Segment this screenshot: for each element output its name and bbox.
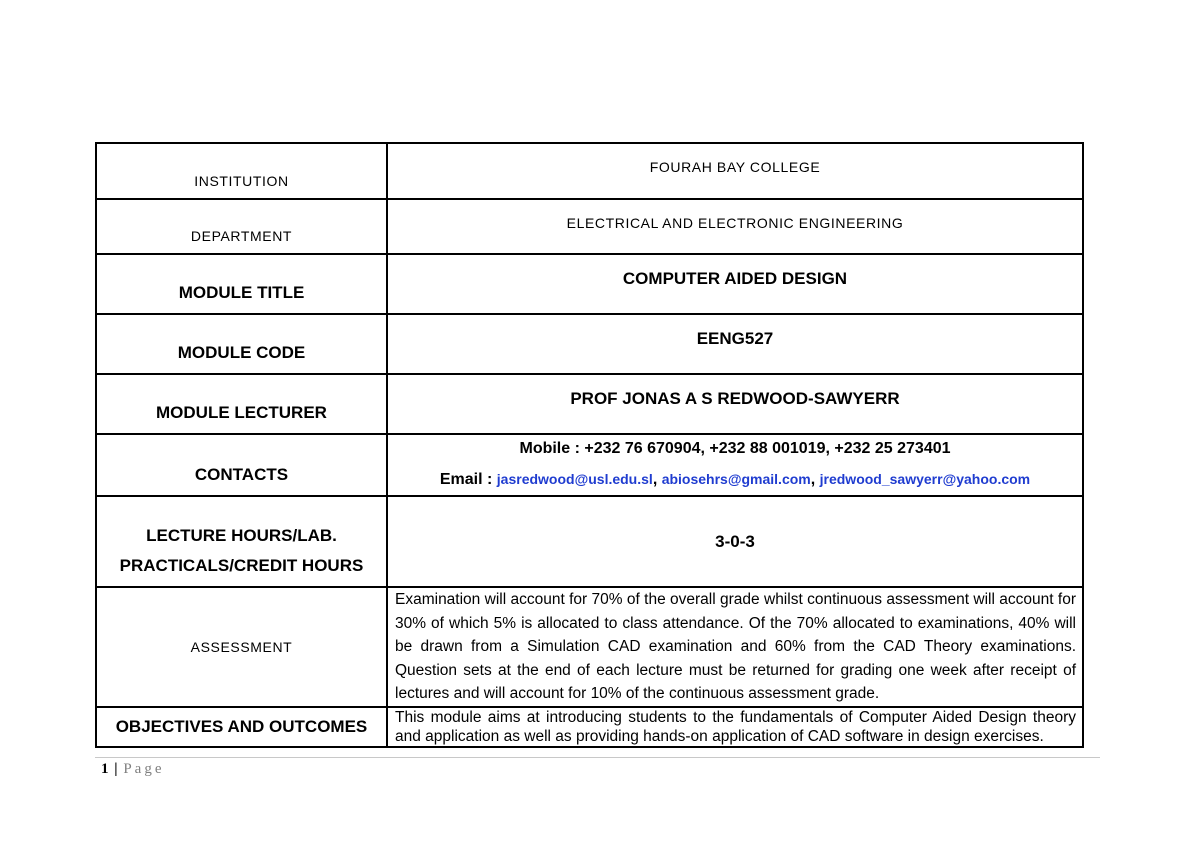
email-link-3[interactable]: jredwood_sawyerr@yahoo.com [819,471,1031,487]
module-lecturer-label-cell [96,374,387,434]
module-lecturer-label: MODULE LECTURER [156,403,327,422]
mobile-line [388,434,1082,464]
footer-divider [95,757,1100,758]
module-info-table [95,142,1084,748]
email-separator-1: , [652,471,662,488]
module-title-label: MODULE TITLE [178,283,305,302]
table-row-lecture-hours [96,496,1083,587]
module-title-value: COMPUTER AIDED DESIGN [622,269,848,288]
module-code-label: MODULE CODE [177,343,306,362]
assessment-text: Examination will account for 70% of the overall grade whilst continuous assessment will account for 30% of which 5% is allocated to class attendance. Of the 70% allocated to examinations, 40% will be drawn from a Simulation CAD examination and 60% from the CAD Theory examinations. Question sets at the end of each lecture must be returned for grading one week after receipt of lectures and will account for 10% of the continuous assessment grade. [395,591,1076,702]
department-label-cell [96,199,387,254]
institution-label: INSTITUTION [194,173,289,189]
lecture-hours-value-cell [387,496,1083,587]
table-row-department [96,199,1083,254]
contacts-label-cell [96,434,387,496]
module-code-label-cell [96,314,387,374]
table-row-module-title [96,254,1083,314]
lecture-hours-label-cell [96,496,387,587]
page-footer [101,761,164,778]
mobile-prefix: Mobile : [519,440,585,457]
module-lecturer-value: PROF JONAS A S REDWOOD-SAWYERR [570,389,900,408]
page-number: 1 [101,761,109,777]
email-separator-2: , [810,471,820,488]
institution-label-cell [96,143,387,199]
institution-value-cell [387,143,1083,199]
page-word: Page [123,761,165,777]
module-lecturer-value-cell [387,374,1083,434]
email-line [388,464,1082,495]
department-value-cell [387,199,1083,254]
table-row-assessment [96,587,1083,707]
mobile-numbers: +232 76 670904, +232 88 001019, +232 25 273401 [584,440,951,457]
objectives-value-cell [387,707,1083,747]
department-value: ELECTRICAL AND ELECTRONIC ENGINEERING [566,215,904,231]
module-code-value-cell [387,314,1083,374]
objectives-text: This module aims at introducing students to the fundamentals of Computer Aided Design theory and application as well as providing hands-on application of CAD software in design exercises. [395,708,1076,745]
module-code-value: EENG527 [696,329,774,348]
module-title-label-cell [96,254,387,314]
table-row-objectives [96,707,1083,747]
lecture-hours-label-line2: PRACTICALS/CREDIT HOURS [119,556,364,575]
assessment-value-cell [387,587,1083,707]
email-link-1[interactable]: jasredwood@usl.edu.sl [496,471,653,487]
contacts-value-cell [387,434,1083,496]
contacts-label: CONTACTS [194,465,289,484]
email-prefix: Email : [439,471,497,488]
table-row-contacts [96,434,1083,496]
objectives-label: OBJECTIVES AND OUTCOMES [115,716,368,736]
table-row-module-code [96,314,1083,374]
email-link-2[interactable]: abiosehrs@gmail.com [661,471,811,487]
lecture-hours-value: 3-0-3 [715,531,755,551]
module-title-value-cell [387,254,1083,314]
table-row-module-lecturer [96,374,1083,434]
footer-separator: | [114,761,118,777]
department-label: DEPARTMENT [190,228,293,244]
assessment-label: ASSESSMENT [190,638,293,655]
objectives-label-cell [96,707,387,747]
table-row-institution [96,143,1083,199]
institution-value: FOURAH BAY COLLEGE [649,159,821,175]
lecture-hours-label-line1: LECTURE HOURS/LAB. [146,526,337,545]
assessment-label-cell [96,587,387,707]
